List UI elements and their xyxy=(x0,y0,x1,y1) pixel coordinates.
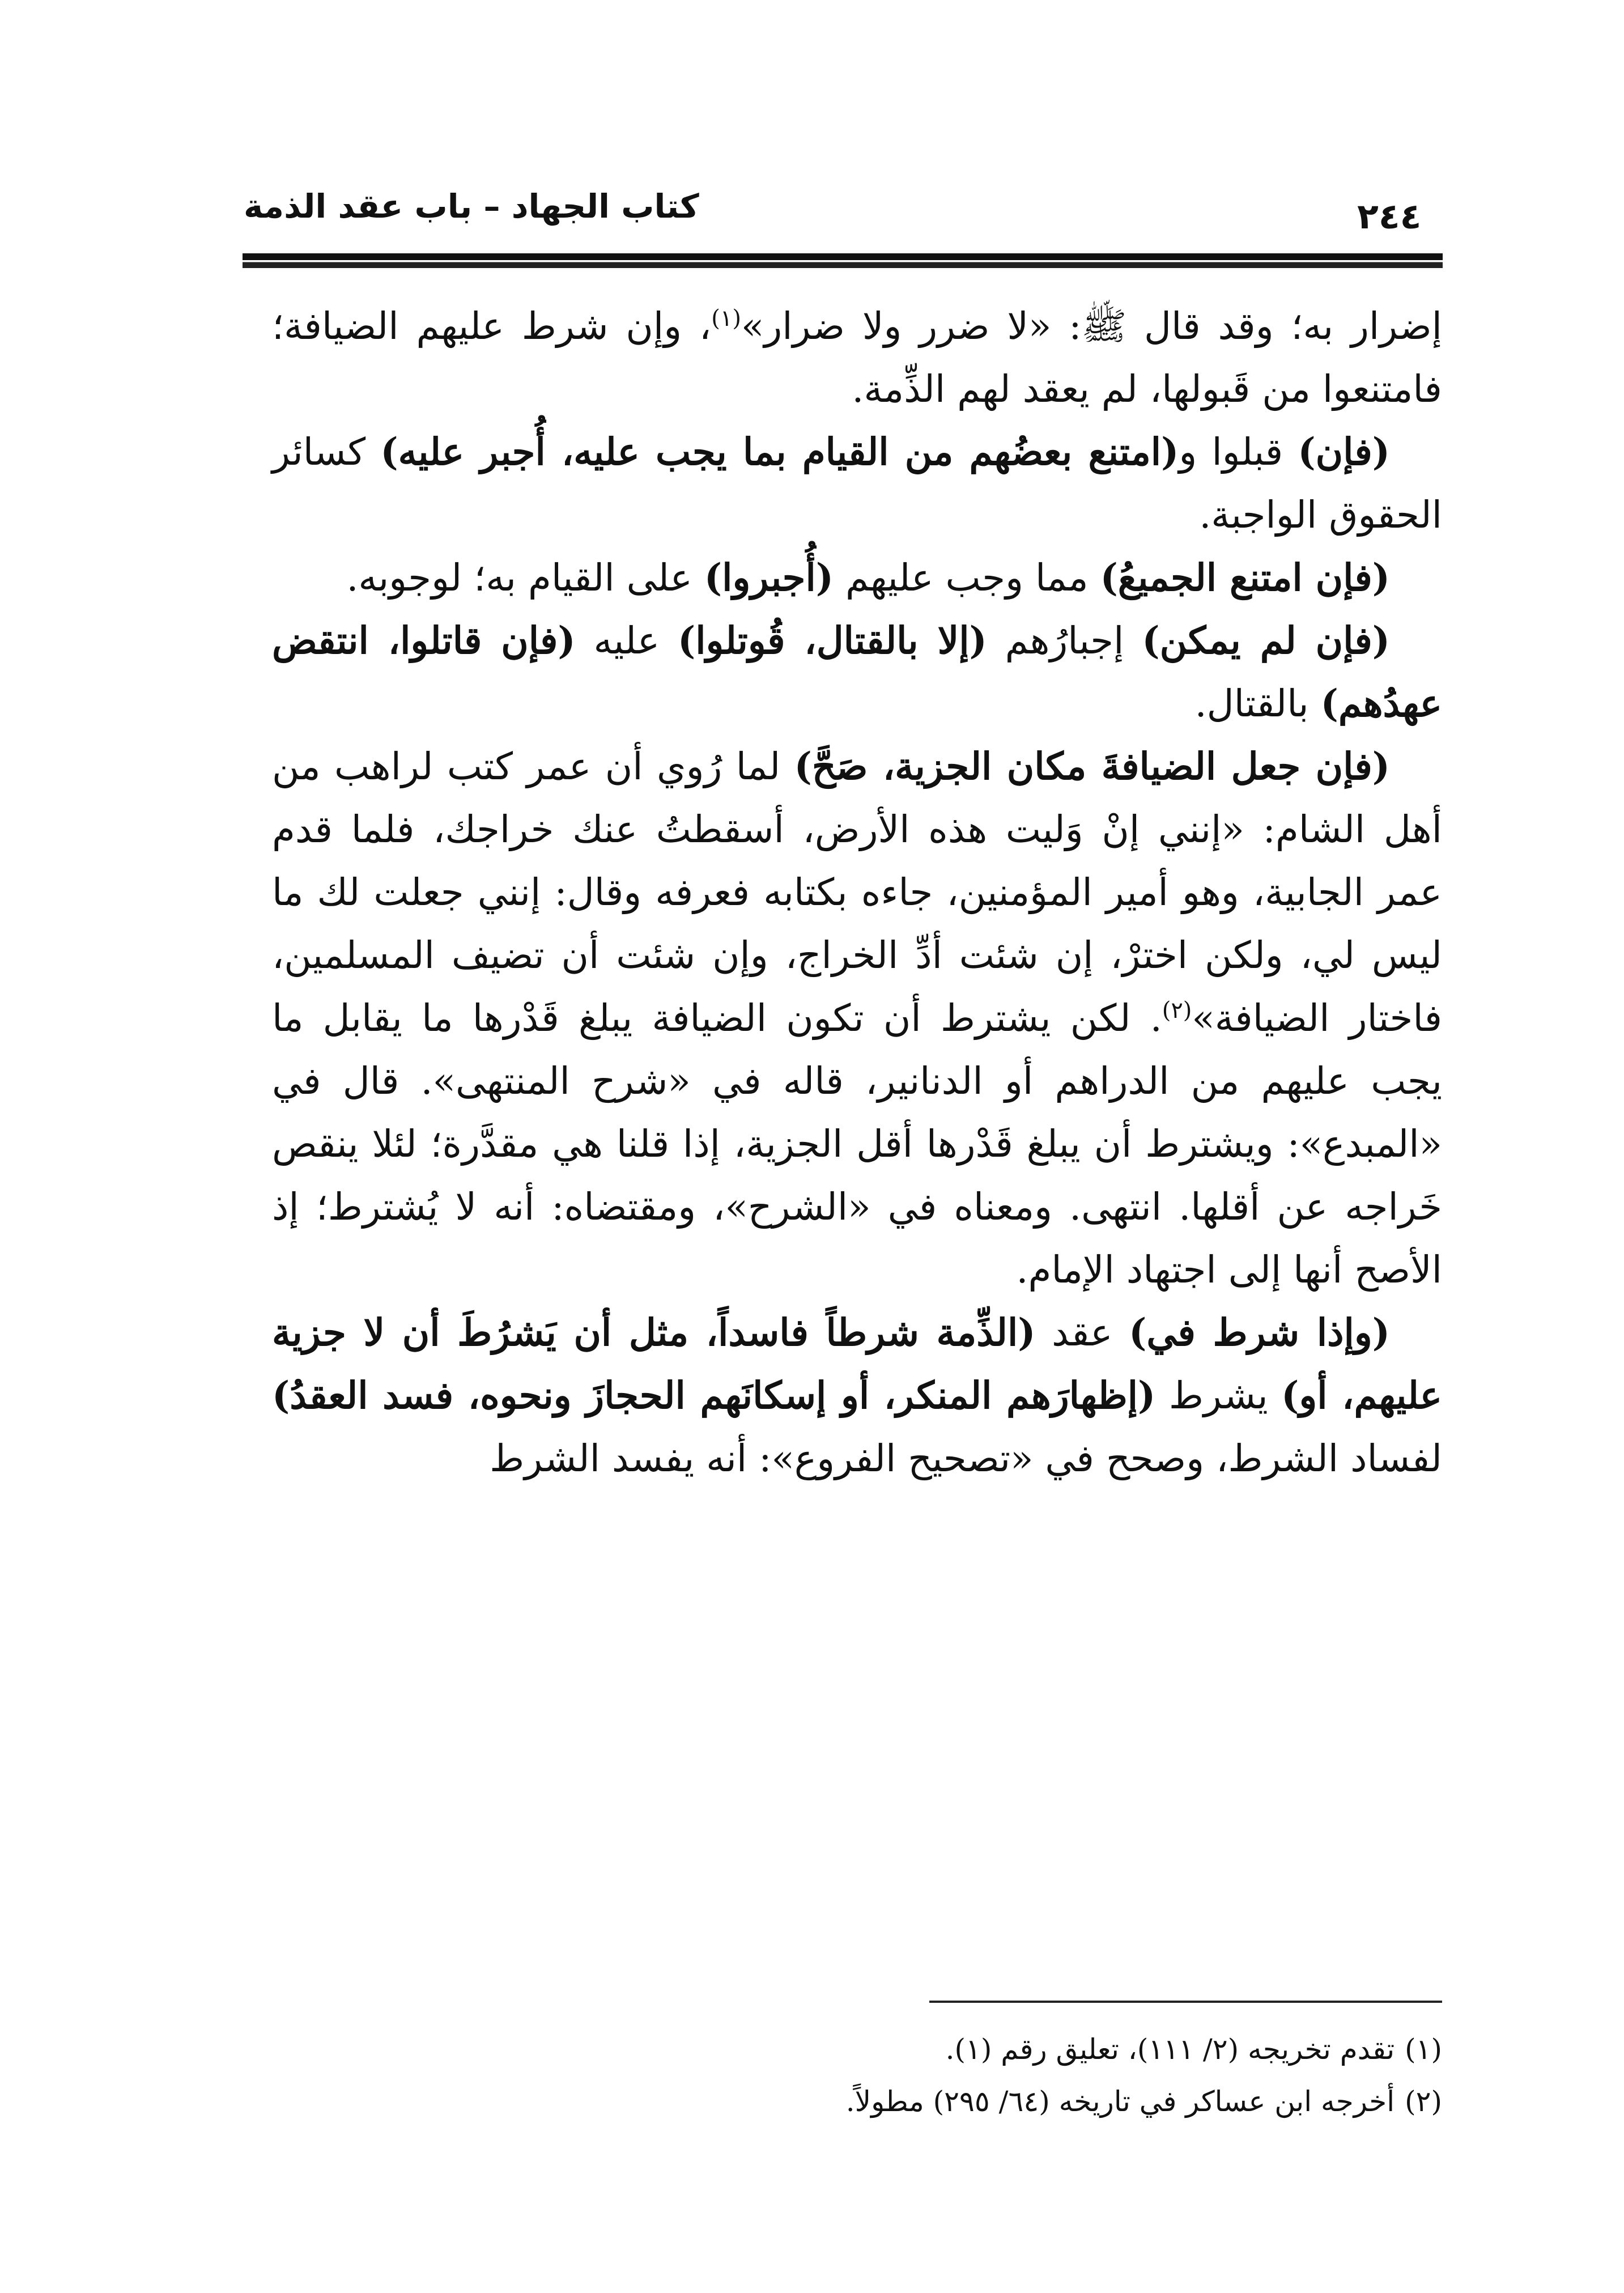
footnote-text: تقدم تخريجه (٢/ ١١١)، تعليق رقم (١). xyxy=(945,2033,1395,2066)
footnote-ref-2: (٢) xyxy=(1162,997,1192,1024)
paragraph-5: (فإن جعل الضيافةَ مكان الجزية، صَحَّ) لما رُوي أن عمر كتب لراهب من أهل الشام: «إنني إنْ وَليت هذه الأرض، أسقطتُ عنك خراجك، فلما قدم عمر الجابية، وهو أمير المؤمنين، جاءه بكتابه فعرفه وقال: إنني جعلت لك ما ليس لي، ولكن اخترْ، إن شئت أدِّ الخراج، وإن شئت أن تضيف المسلمين، فاختار الضيافة»$^{(٢)}$. لكن يشترط أن تكون الضيافة يبلغ قَدْرها ما يقابل ما يجب عليهم من الدراهم أو الدنانير، قاله في «شرح المنتهى». قال في «المبدع»: ويشترط أن يبلغ قَدْرها أقل الجزية، إذا قلنا هي مقدَّرة؛ لئلا ينقص خَراجه عن أقلها. انتهى. ومعناه في «الشرح»، ومقتضاه: أنه لا يُشترط؛ إذ الأصح أنها إلى اجتهاد الإمام. xyxy=(272,744,1442,1292)
footnote-ref-1: (١) xyxy=(711,305,741,332)
paragraph-2: (فإن) قبلوا و(امتنع بعضُهم من القيام بما يجب عليه، أُجبر عليه) كسائر الحقوق الواجبة. xyxy=(272,430,1442,537)
footnote-number: (٢) xyxy=(1405,2085,1442,2118)
main-text xyxy=(272,295,1442,1490)
footnote-2 xyxy=(272,2075,1442,2128)
paragraph-1: إضرار به؛ وقد قال ﷺ: «لا ضرر ولا ضرار»$^{(١)}$، وإن شرط عليهم الضيافة؛ فامتنعوا من قَبولها، لم يعقد لهم الذِّمة. xyxy=(272,304,1442,411)
header-rule xyxy=(243,253,1443,268)
running-header-title: كتاب الجهاد – باب عقد الذمة xyxy=(244,187,699,226)
paragraph-6: (وإذا شرط في) عقد (الذِّمة شرطاً فاسداً، مثل أن يَشرُطَ أن لا جزية عليهم، أو) يشرط (إظهارَهم المنكر، أو إسكانَهم الحجازَ ونحوه، فسد العقدُ) لفساد الشرط، وصحح في «تصحيح الفروع»: أنه يفسد الشرط xyxy=(272,1310,1442,1480)
footnote-text: أخرجه ابن عساكر في تاريخه (٦٤/ ٢٩٥) مطولاً. xyxy=(845,2085,1395,2118)
paragraph-4: (فإن لم يمكن) إجبارُهم (إلا بالقتال، قُوتلوا) عليه (فإن قاتلوا، انتقض عهدُهم) بالقتال. xyxy=(272,618,1442,725)
page-number: ٢٤٤ xyxy=(1357,196,1422,237)
footnotes xyxy=(272,2023,1442,2128)
footnote-separator xyxy=(929,2001,1442,2003)
footnote-1 xyxy=(272,2023,1442,2075)
paragraph-3: (فإن امتنع الجميعُ) مما وجب عليهم (أُجبروا) على القيام به؛ لوجوبه. xyxy=(346,555,1390,600)
footnote-number: (١) xyxy=(1405,2033,1442,2066)
